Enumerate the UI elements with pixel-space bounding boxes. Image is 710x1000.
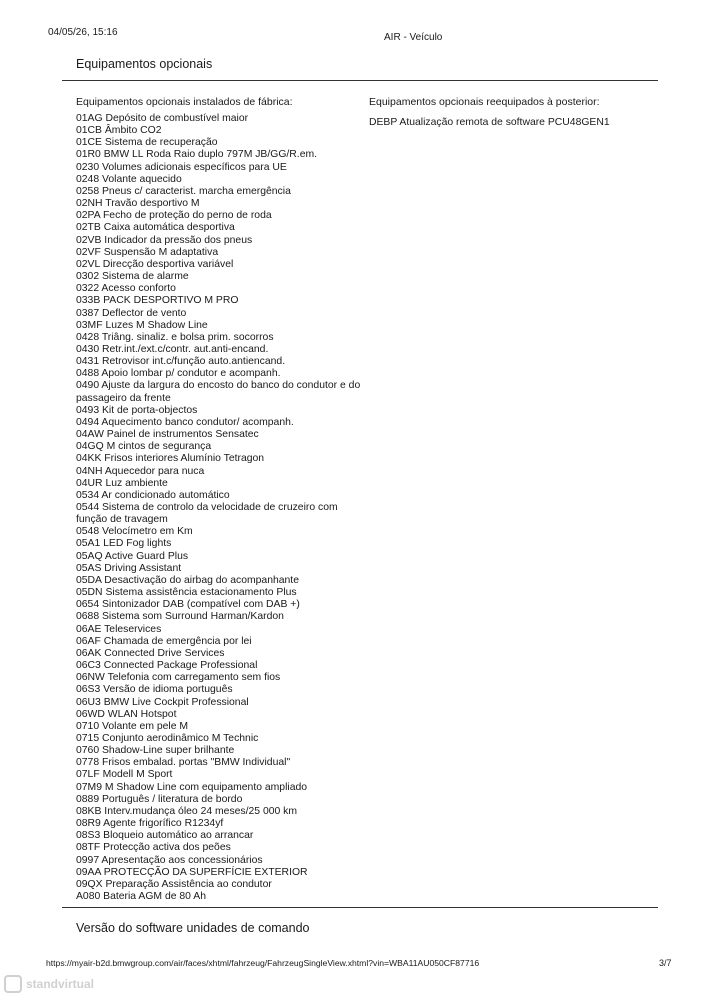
factory-option-item: 0544 Sistema de controlo da velocidade de cruzeiro com função de travagem — [76, 502, 338, 526]
factory-option-item: 033B PACK DESPORTIVO M PRO — [76, 295, 239, 307]
factory-option-item: 0431 Retrovisor int.c/função auto.antiencand. — [76, 356, 286, 368]
factory-option-item: 0302 Sistema de alarme — [76, 271, 189, 283]
next-section-title: Versão do software unidades de comando — [76, 921, 310, 935]
factory-option-item: 05DN Sistema assistência estacionamento Plus — [76, 587, 297, 599]
factory-option-item: 0688 Sistema som Surround Harman/Kardon — [76, 611, 284, 623]
factory-option-item: 08KB Interv.mudança óleo 24 meses/25 000 km — [76, 805, 298, 817]
print-datetime: 04/05/26, 15:16 — [48, 27, 118, 38]
factory-option-item: A080 Bateria AGM de 80 Ah — [76, 891, 206, 902]
factory-option-item: 06AK Connected Drive Services — [76, 647, 225, 659]
factory-option-item: 0230 Volumes adicionais específicos para UE — [76, 161, 287, 173]
factory-option-item: 06S3 Versão de idioma português — [76, 684, 233, 696]
factory-option-item: 0889 Português / literatura de bordo — [76, 793, 243, 805]
factory-option-item: 05AQ Active Guard Plus — [76, 550, 189, 562]
factory-option-item: 04UR Luz ambiente — [76, 477, 168, 489]
factory-option-item: 04KK Frisos interiores Alumínio Tetragon — [76, 453, 265, 465]
factory-option-item: 09AA PROTECÇÃO DA SUPERFÍCIE EXTERIOR — [76, 866, 308, 878]
factory-option-item: 06AE Teleservices — [76, 623, 162, 635]
factory-options-header: Equipamentos opcionais instalados de fábrica: — [76, 96, 293, 108]
footer-url: https://myair-b2d.bmwgroup.com/air/faces/xhtml/fahrzeug/FahrzeugSingleView.xhtml?vin=WBA11AU050CF87716 — [46, 958, 480, 968]
factory-option-item: 05AS Driving Assistant — [76, 562, 182, 574]
factory-option-item: 0490 Ajuste da largura do encosto do banco do condutor e do passageiro da frente — [76, 380, 361, 404]
factory-option-item: 0428 Triâng. sinaliz. e bolsa prim. socorros — [76, 331, 274, 343]
factory-option-item: 0494 Aquecimento banco condutor/ acompanh. — [76, 416, 294, 428]
factory-option-item: 04NH Aquecedor para nuca — [76, 465, 205, 477]
factory-option-item: 0387 Deflector de vento — [76, 307, 187, 319]
document-title: AIR - Veículo — [384, 32, 443, 43]
factory-option-item: 0778 Frisos embalad. portas "BMW Individual" — [76, 757, 291, 769]
factory-option-item: 0715 Conjunto aerodinâmico M Technic — [76, 732, 259, 744]
factory-options-list — [76, 113, 361, 903]
factory-option-item: 05DA Desactivação do airbag do acompanhante — [76, 574, 299, 586]
factory-option-item: 0248 Volante aquecido — [76, 173, 182, 185]
page-number: 3/7 — [659, 958, 672, 968]
factory-option-item: 06C3 Connected Package Professional — [76, 660, 258, 672]
factory-option-item: 0710 Volante em pele M — [76, 720, 189, 732]
factory-option-item: 04AW Painel de instrumentos Sensatec — [76, 429, 259, 441]
watermark-icon — [4, 975, 22, 993]
factory-option-item: 07M9 M Shadow Line com equipamento ampliado — [76, 781, 308, 793]
retrofit-options-header: Equipamentos opcionais reequipados à posterior: — [369, 96, 600, 108]
factory-option-item: 06U3 BMW Live Cockpit Professional — [76, 696, 249, 708]
factory-option-item: 01R0 BMW LL Roda Raio duplo 797M JB/GG/R.em. — [76, 149, 318, 161]
factory-option-item: 01CB Âmbito CO2 — [76, 125, 162, 137]
factory-option-item: 03MF Luzes M Shadow Line — [76, 319, 208, 331]
watermark-logo — [4, 972, 112, 996]
factory-option-item: 0258 Pneus c/ caracterist. marcha emergência — [76, 185, 291, 197]
factory-option-item: 02TB Caixa automática desportiva — [76, 222, 235, 234]
factory-option-item: 01CE Sistema de recuperação — [76, 137, 218, 149]
factory-option-item: 0488 Apoio lombar p/ condutor e acompanh. — [76, 368, 281, 380]
factory-option-item: 05A1 LED Fog lights — [76, 538, 172, 550]
factory-option-item: 0654 Sintonizador DAB (compatível com DAB +) — [76, 599, 300, 611]
section-title: Equipamentos opcionais — [76, 57, 213, 71]
factory-option-item: 0760 Shadow-Line super brilhante — [76, 745, 235, 757]
factory-option-item: 02VB Indicador da pressão dos pneus — [76, 234, 253, 246]
factory-option-item: 08TF Protecção activa dos peões — [76, 842, 231, 854]
section-divider-bottom — [62, 907, 658, 908]
factory-option-item: 0430 Retr.int./ext.c/contr. aut.anti-encand. — [76, 343, 269, 355]
factory-option-item: 0493 Kit de porta-objectos — [76, 404, 198, 416]
factory-option-item: 02VL Direcção desportiva variável — [76, 258, 234, 270]
factory-option-item: 02NH Travão desportivo M — [76, 198, 200, 210]
factory-option-item: 08S3 Bloqueio automático ao arrancar — [76, 830, 254, 842]
factory-option-item: 09QX Preparação Assistência ao condutor — [76, 878, 272, 890]
watermark-text: standvirtual — [26, 977, 95, 991]
retrofit-option-item: DEBP Atualização remota de software PCU48GEN1 — [369, 117, 610, 128]
factory-option-item: 04GQ M cintos de segurança — [76, 441, 212, 453]
factory-option-item: 06NW Telefonia com carregamento sem fios — [76, 672, 281, 684]
factory-option-item: 0322 Acesso conforto — [76, 283, 176, 295]
factory-option-item: 08R9 Agente frigorífico R1234yf — [76, 818, 224, 830]
factory-option-item: 02PA Fecho de proteção do perno de roda — [76, 210, 272, 222]
factory-option-item: 0534 Ar condicionado automático — [76, 489, 230, 501]
section-divider-top — [62, 80, 658, 81]
factory-option-item: 02VF Suspensão M adaptativa — [76, 246, 219, 258]
factory-option-item: 0548 Velocímetro em Km — [76, 526, 193, 538]
factory-option-item: 06WD WLAN Hotspot — [76, 708, 177, 720]
factory-option-item: 0997 Apresentação aos concessionários — [76, 854, 263, 866]
factory-option-item: 07LF Modell M Sport — [76, 769, 173, 781]
factory-option-item: 01AG Depósito de combustível maior — [76, 113, 249, 124]
factory-option-item: 06AF Chamada de emergência por lei — [76, 635, 252, 647]
